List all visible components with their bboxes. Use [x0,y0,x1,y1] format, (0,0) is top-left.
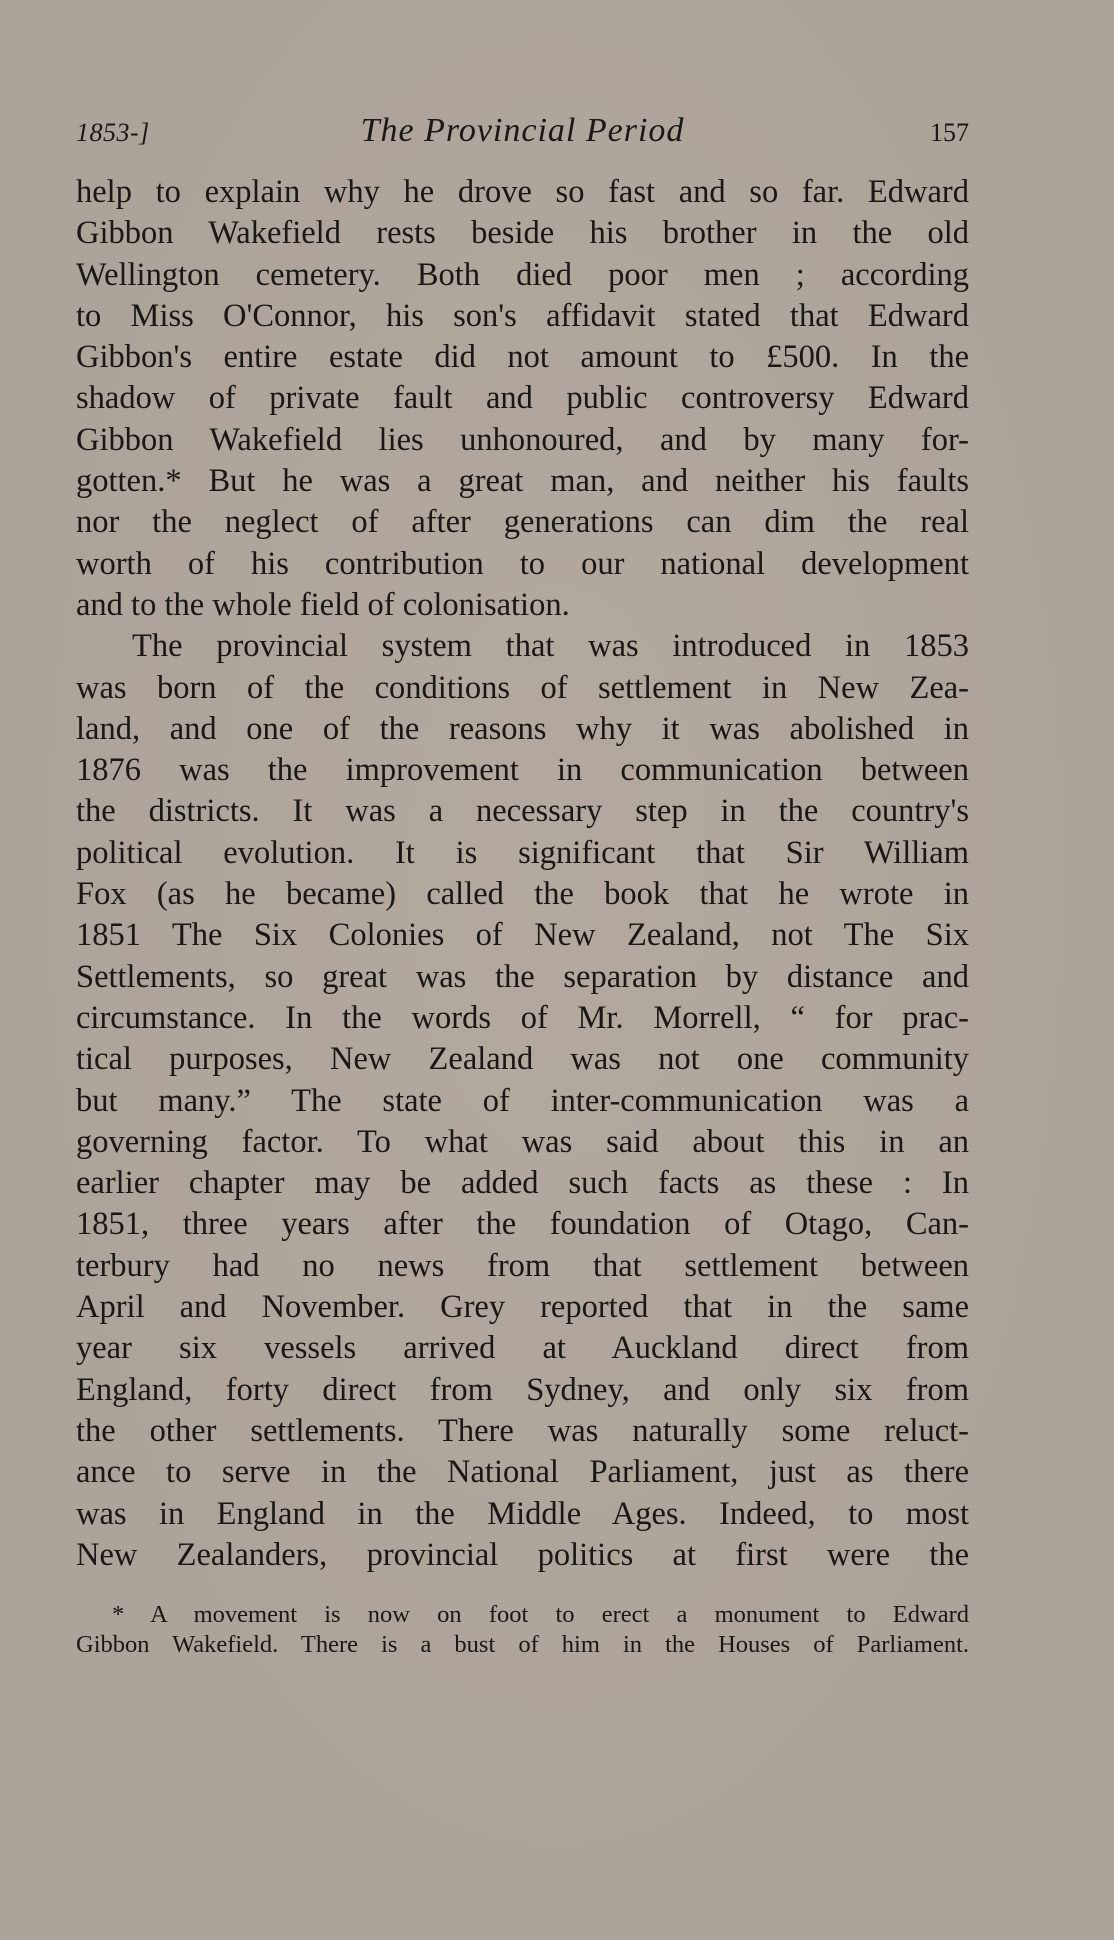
text-line: 1876 was the improvement in communication between [76,752,969,789]
text-line: help to explain why he drove so fast and so far. Edward [76,174,969,210]
text-line: Fox (as he became) called the book that he wrote in [76,876,969,913]
header-title: The Provincial Period [360,112,685,149]
text-line: earlier chapter may be added such facts as these : In [76,1165,969,1202]
text-line: New Zealanders, provincial politics at first were the [76,1536,969,1573]
text-line: was in England in the Middle Ages. Indeed, to most [76,1495,969,1532]
text-line: terbury had no news from that settlement between [76,1247,969,1284]
text-line: Gibbon Wakefield rests beside his brother in the old [76,215,969,252]
text-line: shadow of private fault and public controversy Edward [76,380,969,417]
text-line: and to the whole field of colonisation. [76,586,570,623]
text-line: ance to serve in the National Parliament, just as there [76,1454,969,1491]
running-header [76,112,969,152]
text-line: April and November. Grey reported that in the same [76,1289,969,1326]
text-line: England, forty direct from Sydney, and only six from [76,1371,969,1408]
text-line: circumstance. In the words of Mr. Morrell, “ for prac- [76,999,969,1036]
text-line: 1851 The Six Colonies of New Zealand, not The Six [76,917,969,954]
text-line: Gibbon's entire estate did not amount to £500. In the [76,339,969,376]
text-line: 1851, three years after the foundation of Otago, Can- [76,1206,969,1243]
page-number: 157 [930,118,969,147]
text-line: gotten.* But he was a great man, and neither his faults [76,463,969,500]
text-line: governing factor. To what was said about this in an [76,1123,969,1160]
footnote-line: Gibbon Wakefield. There is a bust of him in the Houses of Parliament. [76,1631,969,1658]
text-line: worth of his contribution to our national development [76,545,969,582]
text-line: Gibbon Wakefield lies unhonoured, and by many for- [76,421,969,458]
text-line: the districts. It was a necessary step in the country's [76,793,969,830]
text-line: nor the neglect of after generations can dim the real [76,504,969,541]
text-line: The provincial system that was introduced in 1853 [132,628,969,665]
header-year: 1853-] [76,118,150,147]
text-line: Settlements, so great was the separation by distance and [76,958,969,995]
footnote-line: * A movement is now on foot to erect a monument to Edward [112,1601,969,1628]
body-text [76,172,969,1576]
text-line: tical purposes, New Zealand was not one community [76,1041,969,1078]
footnote [76,1600,969,1660]
text-line: the other settlements. There was naturally some reluct- [76,1412,969,1449]
text-line: political evolution. It is significant that Sir William [76,834,969,871]
text-line: to Miss O'Connor, his son's affidavit stated that Edward [76,297,969,334]
text-line: but many.” The state of inter-communication was a [76,1082,969,1119]
text-line: year six vessels arrived at Auckland direct from [76,1330,969,1367]
text-line: land, and one of the reasons why it was abolished in [76,710,969,747]
text-line: Wellington cemetery. Both died poor men ; according [76,256,969,293]
text-line: was born of the conditions of settlement in New Zea- [76,669,969,706]
